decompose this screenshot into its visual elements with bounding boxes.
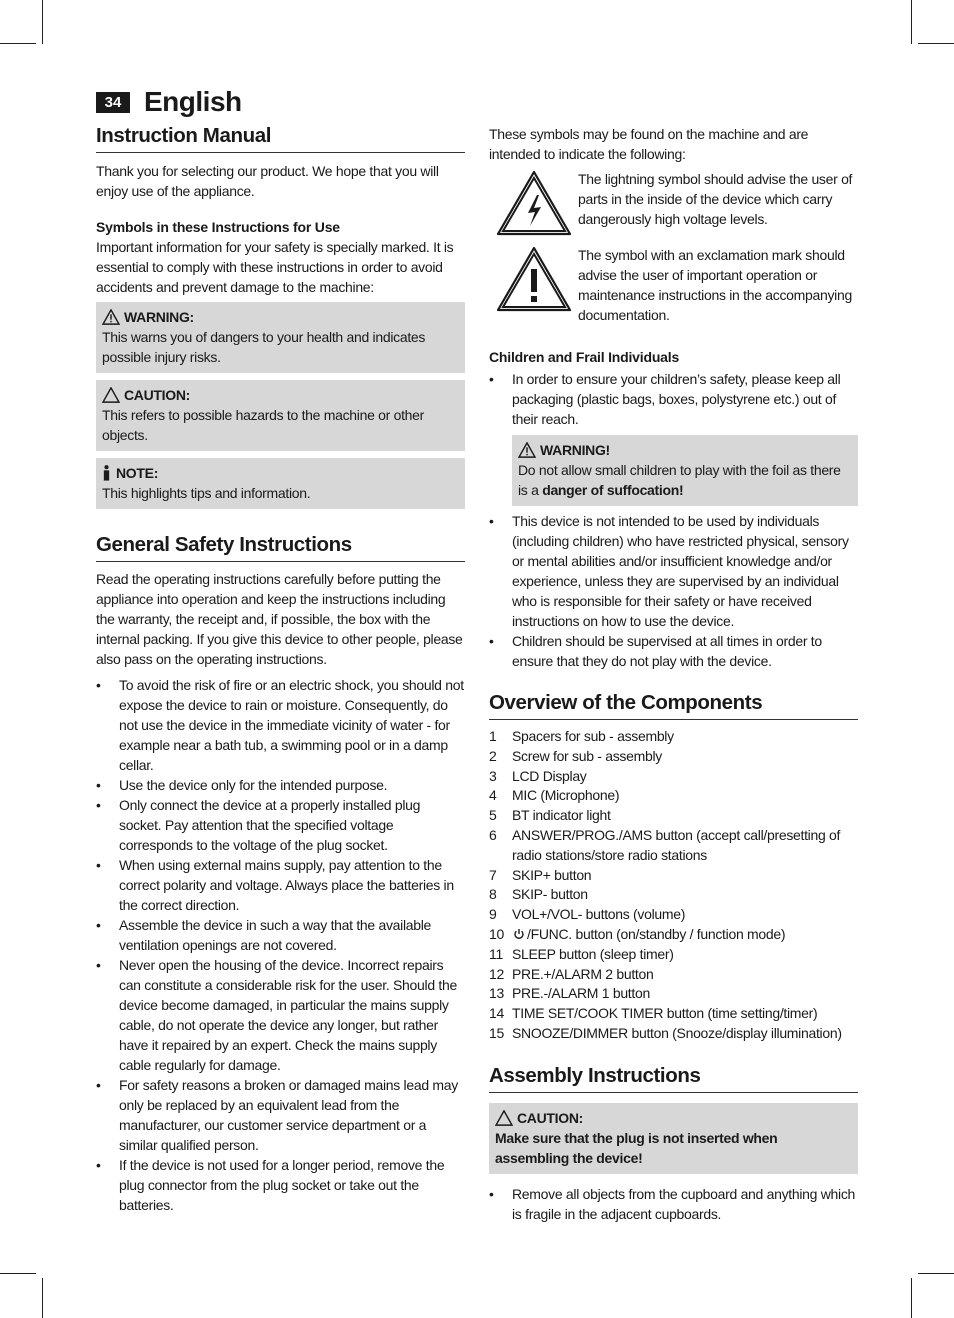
language-title: English [144, 86, 242, 117]
lightning-symbol-row [489, 169, 858, 237]
list-item: • When using external mains supply, pay attention to the correct polarity and voltage. Always place the batteries in the correct direction. [96, 857, 454, 913]
caution-triangle-icon [495, 1110, 513, 1126]
component-item: 13 PRE.-/ALARM 1 button [489, 985, 650, 1002]
caution-triangle-icon [102, 387, 120, 403]
caution-text: This refers to possible hazards to the machine or other objects. [102, 407, 425, 443]
crop-mark [0, 43, 36, 44]
crop-mark [918, 1273, 954, 1274]
page-number: 34 [96, 92, 130, 113]
crop-mark [42, 1278, 43, 1318]
list-item: • If the device is not used for a longer period, remove the plug connector from the plug socket or take out the batteries. [96, 1157, 445, 1213]
symbols-heading: Symbols in these Instructions for Use [96, 219, 340, 235]
list-item: • Never open the housing of the device. Incorrect repairs can constitute a considerable risk for the user. Should the device become damaged, in particular the mains supply cable, do not operate the device any longer, but rather have it repaired by an expert. Check the mains supply cable regularly for damage. [96, 957, 457, 1073]
intro-paragraph: Thank you for selecting our product. We hope that you will enjoy use of the appliance. [96, 163, 439, 199]
list-item: • Remove all objects from the cupboard and anything which is fragile in the adjacent cupboards. [489, 1185, 856, 1222]
children-list [489, 369, 858, 429]
left-column [96, 124, 465, 1215]
component-item: 2 Screw for sub - assembly [489, 747, 662, 764]
symbols-intro: These symbols may be found on the machine and are intended to indicate the following: [489, 126, 809, 162]
lightning-warning-icon [495, 169, 573, 237]
page-header [96, 86, 242, 118]
warning-triangle-icon [518, 442, 536, 458]
component-item: 3 LCD Display [489, 767, 587, 784]
right-column [489, 124, 858, 1224]
crop-mark [918, 43, 954, 44]
assembly-caution-label: CAUTION: [517, 1109, 584, 1126]
assembly-caution-text: Make sure that the plug is not inserted when assembling the device! [495, 1129, 778, 1166]
list-item: • For safety reasons a broken or damaged mains lead may only be replaced by an equivalent lead from the manufacturer, our customer service department or a similar qualified person. [96, 1077, 458, 1153]
caution-label: CAUTION: [124, 387, 191, 403]
list-item: • In order to ensure your children’s safety, please keep all packaging (plastic bags, boxes, polystyrene etc.) out of their reach. [489, 371, 841, 427]
note-label: NOTE: [116, 465, 159, 481]
list-item: • Use the device only for the intended purpose. [96, 777, 388, 793]
exclamation-text: The symbol with an exclamation mark should advise the user of important operation or maintenance instructions in the accompanying documentation. [578, 247, 852, 323]
general-safety-intro: Read the operating instructions carefully before putting the appliance into operation and keep the instructions including the warranty, the receipt and, if possible, the box with the internal packing. If you give this device to other people, please also pass on the operating instructions. [96, 571, 463, 667]
component-item: 8 SKIP- button [489, 886, 588, 903]
list-item: • To avoid the risk of fire or an electric shock, you should not expose the device to rain or moisture. Consequently, do not use the device in the immediate vicinity of water - for example near a bath tub, a swimming pool or in a damp cellar. [96, 677, 464, 773]
warning-text: This warns you of dangers to your health and indicates possible injury risks. [102, 329, 426, 365]
list-item: • Assemble the device in such a way that the available ventilation openings are not covered. [96, 917, 432, 953]
list-item: • Only connect the device at a properly installed plug socket. Pay attention that the specified voltage corresponds to the voltage of the plug socket. [96, 797, 421, 853]
general-safety-heading: General Safety Instructions [96, 533, 465, 562]
list-item: • This device is not intended to be used by individuals (including children) who have restricted physical, sensory or mental abilities and/or insufficient knowledge and/or experience, unless they are supervised by an individual who is responsible for their safety or have received instructions on how to use the device. [489, 513, 849, 629]
components-list [489, 727, 858, 1044]
component-item: 11 SLEEP button (sleep timer) [489, 945, 674, 962]
crop-mark [42, 0, 43, 44]
overview-heading: Overview of the Components [489, 691, 858, 720]
list-item: • Children should be supervised at all times in order to ensure that they do not play with the device. [489, 633, 822, 669]
component-item: 7 SKIP+ button [489, 866, 592, 883]
crop-mark [0, 1273, 36, 1274]
component-item: 10 /FUNC. button (on/standby / function mode) [489, 925, 786, 942]
info-icon [102, 465, 111, 481]
warning-box [96, 302, 465, 373]
children-warning-text: Do not allow small children to play with the foil as there is a danger of suffocation! [518, 462, 841, 498]
component-item: 12 PRE.+/ALARM 2 button [489, 965, 654, 982]
component-item: 5 BT indicator light [489, 807, 611, 824]
assembly-list [489, 1184, 858, 1224]
exclamation-warning-icon [495, 245, 573, 313]
warning-label: WARNING: [124, 309, 194, 325]
power-icon [513, 928, 525, 940]
lightning-text: The lightning symbol should advise the user of parts in the inside of the device which carry dangerously high voltage levels. [578, 171, 853, 227]
component-item: 1 Spacers for sub - assembly [489, 728, 674, 744]
component-item: 14 TIME SET/COOK TIMER button (time setting/timer) [489, 1005, 818, 1022]
safety-list [96, 675, 465, 1215]
note-box [96, 458, 465, 509]
crop-mark [911, 0, 912, 44]
component-item: 15 SNOOZE/DIMMER button (Snooze/display illumination) [489, 1024, 842, 1041]
assembly-heading: Assembly Instructions [489, 1064, 858, 1093]
caution-box [96, 380, 465, 451]
component-item: 6 ANSWER/PROG./AMS button (accept call/presetting of radio stations/store radio stations [489, 826, 841, 863]
children-list-2 [489, 511, 858, 671]
assembly-caution-box [489, 1103, 858, 1174]
instruction-manual-heading: Instruction Manual [96, 124, 465, 153]
symbols-paragraph: Important information for your safety is specially marked. It is essential to comply with these instructions in order to avoid accidents and prevent damage to the machine: [96, 239, 454, 295]
children-heading: Children and Frail Individuals [489, 349, 680, 365]
children-warning-label: WARNING! [540, 442, 610, 458]
note-text: This highlights tips and information. [102, 485, 311, 501]
exclamation-symbol-row [489, 245, 858, 325]
component-item: 9 VOL+/VOL- buttons (volume) [489, 906, 686, 923]
component-item: 4 MIC (Microphone) [489, 787, 620, 804]
warning-triangle-icon [102, 309, 120, 325]
children-warning-box [512, 435, 858, 506]
crop-mark [911, 1278, 912, 1318]
